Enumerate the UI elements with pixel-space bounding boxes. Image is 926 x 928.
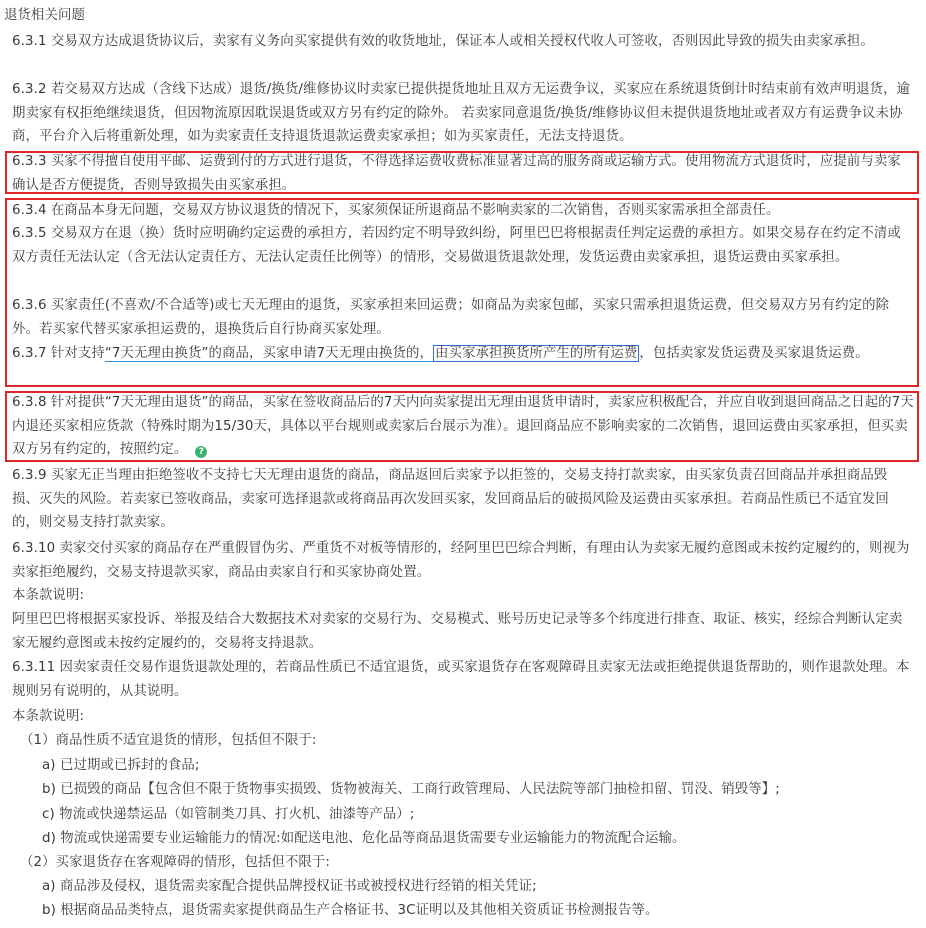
clause-6-3-8 xyxy=(12,391,914,462)
clause-6-3-5: 6.3.5 交易双方在退（换）货时应明确约定运费的承担方，若因约定不明导致纠纷，阿里巴巴将根据责任判定运费的承担方。如果交易存在约定不清或双方责任无法认定（含无法认定责任方、无法认定责任比例等）的情形，交易做退货退款处理，发货运费由卖家承担，退货运费由买家承担。 xyxy=(12,226,901,265)
list-item: a) 已过期或已拆封的食品; xyxy=(42,758,200,773)
list-item: c) 物流或快递禁运品（如管制类刀具、打火机、油漆等产品）; xyxy=(42,807,415,822)
help-question-icon[interactable]: ? xyxy=(195,446,207,458)
page-title: 退货相关问题 xyxy=(4,8,85,23)
list-item: d) 物流或快递需要专业运输能力的情况:如配送电池、危化品等商品退货需要专业运输能力的物流配合运输。 xyxy=(42,831,686,846)
clause-6-3-1: 6.3.1 交易双方达成退货协议后，卖家有义务向买家提供有效的收货地址，保证本人或相关授权代收人可签收，否则因此导致的损失由卖家承担。 xyxy=(12,34,874,49)
clause-6-3-3: 6.3.3 买家不得擅自使用平邮、运费到付的方式进行退货，不得选择运费收费标准显著过高的服务商或运输方式。使用物流方式退货时，应提前与卖家确认是否方便提货，否则导致损失由买家承担。 xyxy=(12,154,901,193)
clause-6-3-10: 6.3.10 卖家交付买家的商品存在严重假冒伪劣、严重货不对板等情形的，经阿里巴巴综合判断，有理由认为卖家无履约意图或未按约定履约的，则视为卖家拒绝履约，交易支持退款买家，商品由卖家自行和买家协商处置。 xyxy=(12,541,910,580)
clause-6-3-7-suffix: ，包括卖家发货运费及买家退货运费。 xyxy=(639,346,869,361)
note-heading-1: 本条款说明: xyxy=(12,588,85,603)
list-item: a) 商品涉及侵权，退货需卖家配合提供品牌授权证书或被授权进行经销的相关凭证; xyxy=(42,879,537,894)
list-heading-2: （2）买家退货存在客观障碍的情形，包括但不限于: xyxy=(20,855,331,870)
list-item: b) 已损毁的商品【包含但不限于货物事实损毁、货物被海关、工商行政管理局、人民法院等部门抽检扣留、罚没、销毁等】; xyxy=(42,782,780,797)
clause-6-3-2: 6.3.2 若交易双方达成（含线下达成）退货/换货/维修协议时卖家已提供提货地址且双方无运费争议，买家应在系统退货倒计时结束前有效声明退货，逾期卖家有权拒绝继续退货，但因物流原因耽误退货或双方另有约定的除外。 若卖家同意退货/换货/维修协议但未提供退货地址或者双方有运费争议未协商，平台介入后将重新处理，如为卖家责任支持退货退款运费卖家承担；如为买家责任，无法支持退货。 xyxy=(12,82,911,145)
note-heading-2: 本条款说明: xyxy=(12,709,85,724)
clause-6-3-4: 6.3.4 在商品本身无问题，交易双方协议退货的情况下，买家须保证所退商品不影响卖家的二次销售，否则买家需承担全部责任。 xyxy=(12,203,780,218)
clause-6-3-7 xyxy=(12,342,914,366)
clause-6-3-11: 6.3.11 因卖家责任交易作退货退款处理的，若商品性质已不适宜退货，或买家退货存在客观障碍且卖家无法或拒绝提供退货帮助的，则作退款处理。本规则另有说明的，从其说明。 xyxy=(12,660,910,699)
clause-6-3-7-underlined: “7天无理由换货”的商品，买家申请7天无理由换货的， xyxy=(104,346,433,361)
list-heading-1: （1）商品性质不适宜退货的情形，包括但不限于: xyxy=(20,733,317,748)
clause-6-3-6: 6.3.6 买家责任(不喜欢/不合适等)或七天无理由的退货，买家承担来回运费；如商品为卖家包邮，买家只需承担退货运费，但交易双方另有约定的除外。若买家代替买家承担运费的，退换货后自行协商买家处理。 xyxy=(12,298,890,337)
clause-6-3-9: 6.3.9 买家无正当理由拒绝签收不支持七天无理由退货的商品，商品返回后卖家予以拒签的，交易支持打款卖家，由买家负责召回商品并承担商品毁损、灭失的风险。若卖家已签收商品，卖家可选择退款或将商品再次发回买家，发回商品后的破损风险及运费由买家承担。若商品性质已不适宜发回的，则交易支持打款卖家。 xyxy=(12,468,889,531)
clause-6-3-7-boxed: 由买家承担换货所产生的所有运费 xyxy=(435,346,638,361)
clause-6-3-7-prefix: 6.3.7 针对支持 xyxy=(12,346,105,361)
note-body-1: 阿里巴巴将根据买家投诉、举报及结合大数据技术对卖家的交易行为、交易模式、账号历史记录等多个纬度进行排查、取证、核实，经综合判断认定卖家无履约意图或未按约定履约的，交易将支持退款。 xyxy=(12,612,903,651)
list-item: b) 根据商品品类特点，退货需卖家提供商品生产合格证书、3C证明以及其他相关资质证书检测报告等。 xyxy=(42,903,659,918)
clause-6-3-8-text: 6.3.8 针对提供“7天无理由退货”的商品，买家在签收商品后的7天内向卖家提出无理由退货申请时，卖家应积极配合，并应自收到退回商品之日起的7天内退还买家相应货款（特殊时期为15/30天，具体以平台规则或卖家后台展示为准）。退回商品应不影响卖家的二次销售，退回运费由买家承担，但买卖双方另有约定的，按照约定。 xyxy=(12,395,914,458)
